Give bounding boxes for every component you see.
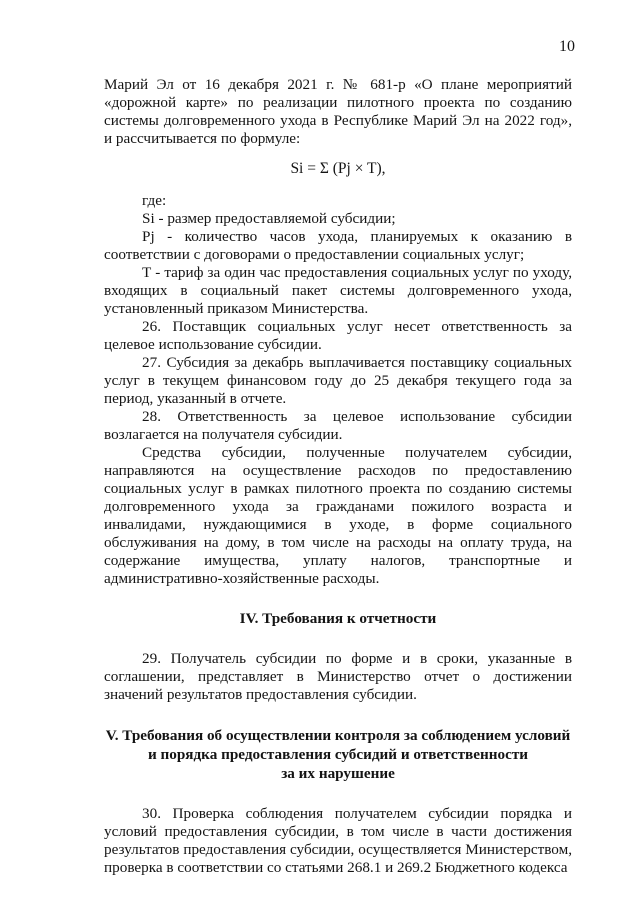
paragraph-28: 28. Ответственность за целевое использование субсидии возлагается на получателя субсидии. [104, 408, 572, 443]
section-5-heading-line-1: V. Требования об осуществлении контроля за соблюдением условий [105, 727, 571, 744]
where-label: где: [142, 192, 167, 209]
definition-pj: Pj - количество часов ухода, планируемых к оказанию в соответствии с договорами о предоставлении социальных услуг; [104, 228, 572, 263]
paragraph-27: 27. Субсидия за декабрь выплачивается поставщику социальных услуг в текущем финансовом году до 25 декабря текущего года за период, указанный в отчете. [104, 354, 572, 407]
paragraph-30: 30. Проверка соблюдения получателем субсидии порядка и условий предоставления субсидии, в том числе в части достижения результатов предоставления субсидии, осуществляется Министерством, проверка в соответствии со статьями 268.1 и 269.2 Бюджетного кодекса [104, 805, 572, 876]
page-number: 10 [559, 38, 575, 55]
intro-paragraph: Марий Эл от 16 декабря 2021 г. № 681-р «О плане мероприятий «дорожной карте» по реализации пилотного проекта по созданию системы долговременного ухода в Республике Марий Эл на 2022 год», и рассчитывается по формуле: [104, 76, 572, 147]
formula: Si = Σ (Pj × T), [290, 160, 386, 177]
section-5-heading [104, 726, 572, 783]
document-body [104, 76, 572, 877]
paragraph-26: 26. Поставщик социальных услуг несет ответственность за целевое использование субсидии. [104, 318, 572, 353]
definition-t: Т - тариф за один час предоставления социальных услуг по уходу, входящих в социальный пакет системы долговременного ухода, установленный приказом Министерства. [104, 264, 572, 317]
paragraph-29: 29. Получатель субсидии по форме и в сроки, указанные в соглашении, представляет в Министерство отчет о достижении значений результатов предоставления субсидии. [104, 650, 572, 703]
section-5-heading-line-3: за их нарушение [281, 765, 395, 782]
paragraph-funds: Средства субсидии, полученные получателем субсидии, направляются на осуществление расходов по предоставлению социальных услуг в рамках пилотного проекта по созданию системы долговременного ухода за гражданами пожилого возраста и инвалидами, нуждающимися в уходе, в форме социального обслуживания на дому, в том числе на расходы на оплату труда, на содержание имущества, уплату налогов, транспортные и административно-хозяйственные расходы. [104, 444, 572, 587]
section-4-heading: IV. Требования к отчетности [239, 610, 437, 627]
section-5-heading-line-2: и порядка предоставления субсидий и ответственности [147, 746, 529, 763]
definition-si: Si - размер предоставляемой субсидии; [142, 210, 396, 227]
